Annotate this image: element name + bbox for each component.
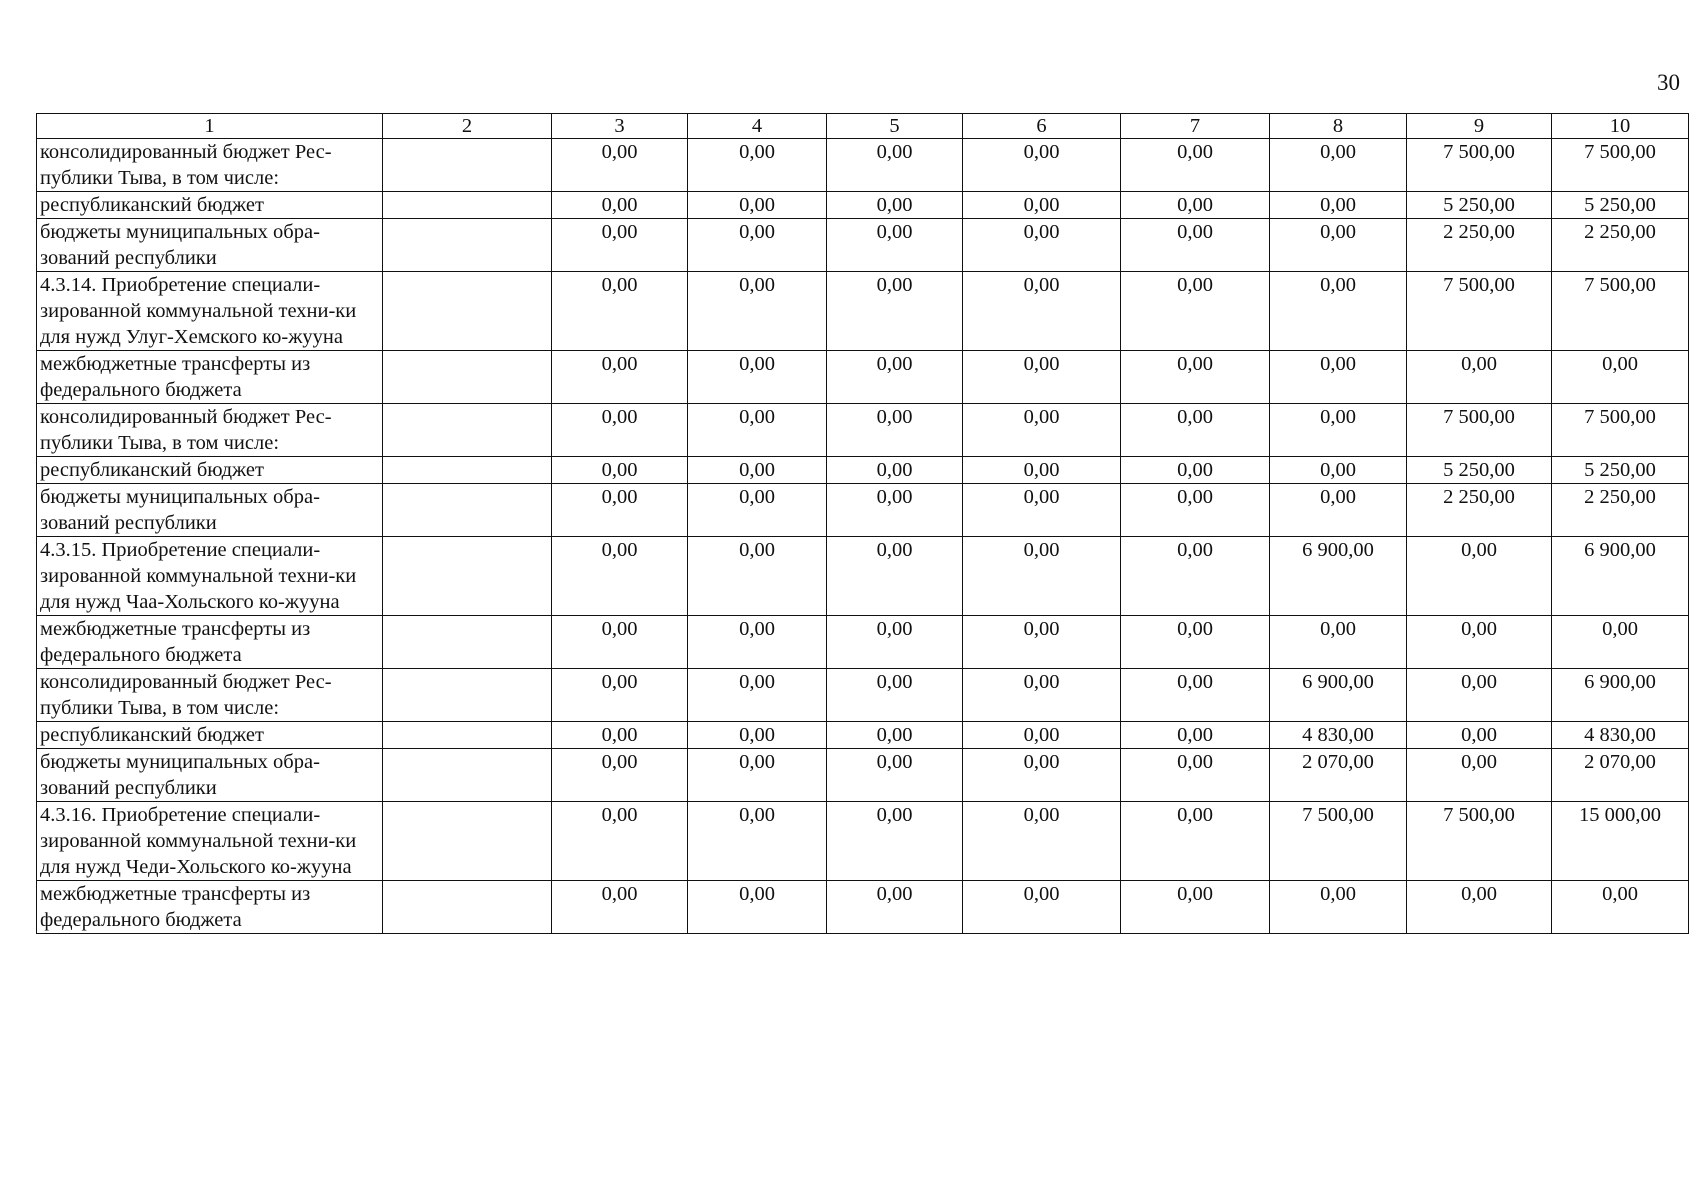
value-cell: 0,00 xyxy=(1552,616,1689,669)
row-label: консолидированный бюджет Рес-публики Тыва, в том числе: xyxy=(37,139,383,192)
value-cell: 2 250,00 xyxy=(1552,484,1689,537)
row-column-2 xyxy=(383,537,552,616)
value-cell: 0,00 xyxy=(552,351,688,404)
value-cell: 0,00 xyxy=(1121,537,1270,616)
row-column-2 xyxy=(383,404,552,457)
row-label: межбюджетные трансферты из федерального бюджета xyxy=(37,881,383,934)
row-column-2 xyxy=(383,669,552,722)
row-column-2 xyxy=(383,219,552,272)
value-cell: 0,00 xyxy=(963,616,1121,669)
value-cell: 2 250,00 xyxy=(1552,219,1689,272)
value-cell: 0,00 xyxy=(552,749,688,802)
value-cell: 0,00 xyxy=(552,537,688,616)
row-column-2 xyxy=(383,457,552,484)
value-cell: 0,00 xyxy=(552,616,688,669)
value-cell: 6 900,00 xyxy=(1552,537,1689,616)
row-label: республиканский бюджет xyxy=(37,192,383,219)
value-cell: 0,00 xyxy=(1121,802,1270,881)
value-cell: 4 830,00 xyxy=(1552,722,1689,749)
table-row xyxy=(37,749,1689,802)
value-cell: 0,00 xyxy=(688,139,827,192)
value-cell: 0,00 xyxy=(1270,272,1407,351)
value-cell: 0,00 xyxy=(552,404,688,457)
value-cell: 0,00 xyxy=(963,272,1121,351)
row-column-2 xyxy=(383,139,552,192)
row-label: межбюджетные трансферты из федерального бюджета xyxy=(37,351,383,404)
table-row xyxy=(37,722,1689,749)
row-column-2 xyxy=(383,802,552,881)
table-row xyxy=(37,457,1689,484)
value-cell: 0,00 xyxy=(1407,616,1552,669)
row-label: бюджеты муниципальных обра-зований республики xyxy=(37,484,383,537)
value-cell: 0,00 xyxy=(1121,139,1270,192)
value-cell: 0,00 xyxy=(827,351,963,404)
row-label: 4.3.16. Приобретение специали-зированной коммунальной техни-ки для нужд Чеди-Хольского ко-жууна xyxy=(37,802,383,881)
row-column-2 xyxy=(383,616,552,669)
value-cell: 2 250,00 xyxy=(1407,219,1552,272)
value-cell: 0,00 xyxy=(1121,669,1270,722)
value-cell: 0,00 xyxy=(688,722,827,749)
value-cell: 7 500,00 xyxy=(1407,139,1552,192)
value-cell: 0,00 xyxy=(827,802,963,881)
column-header: 5 xyxy=(827,114,963,139)
value-cell: 0,00 xyxy=(963,351,1121,404)
value-cell: 0,00 xyxy=(688,192,827,219)
column-header: 1 xyxy=(37,114,383,139)
value-cell: 0,00 xyxy=(1270,616,1407,669)
value-cell: 0,00 xyxy=(552,669,688,722)
row-column-2 xyxy=(383,351,552,404)
budget-table xyxy=(36,113,1689,934)
value-cell: 0,00 xyxy=(1270,351,1407,404)
value-cell: 0,00 xyxy=(963,669,1121,722)
row-label: республиканский бюджет xyxy=(37,457,383,484)
value-cell: 7 500,00 xyxy=(1552,272,1689,351)
column-header: 9 xyxy=(1407,114,1552,139)
value-cell: 0,00 xyxy=(963,749,1121,802)
value-cell: 0,00 xyxy=(827,537,963,616)
value-cell: 0,00 xyxy=(688,272,827,351)
row-label: межбюджетные трансферты из федерального бюджета xyxy=(37,616,383,669)
row-label: республиканский бюджет xyxy=(37,722,383,749)
value-cell: 0,00 xyxy=(1121,404,1270,457)
table-row xyxy=(37,669,1689,722)
value-cell: 0,00 xyxy=(827,749,963,802)
value-cell: 0,00 xyxy=(963,192,1121,219)
value-cell: 5 250,00 xyxy=(1552,192,1689,219)
value-cell: 5 250,00 xyxy=(1407,192,1552,219)
row-label: бюджеты муниципальных обра-зований республики xyxy=(37,219,383,272)
table-row xyxy=(37,802,1689,881)
value-cell: 0,00 xyxy=(827,404,963,457)
value-cell: 6 900,00 xyxy=(1270,669,1407,722)
value-cell: 0,00 xyxy=(827,139,963,192)
value-cell: 0,00 xyxy=(688,802,827,881)
value-cell: 0,00 xyxy=(827,484,963,537)
value-cell: 0,00 xyxy=(688,669,827,722)
value-cell: 7 500,00 xyxy=(1270,802,1407,881)
value-cell: 0,00 xyxy=(1407,537,1552,616)
value-cell: 6 900,00 xyxy=(1552,669,1689,722)
row-column-2 xyxy=(383,749,552,802)
row-column-2 xyxy=(383,881,552,934)
value-cell: 0,00 xyxy=(963,722,1121,749)
table-row xyxy=(37,139,1689,192)
value-cell: 6 900,00 xyxy=(1270,537,1407,616)
value-cell: 0,00 xyxy=(1121,272,1270,351)
row-label: 4.3.15. Приобретение специали-зированной коммунальной техни-ки для нужд Чаа-Хольского ко-жууна xyxy=(37,537,383,616)
value-cell: 0,00 xyxy=(963,139,1121,192)
row-column-2 xyxy=(383,722,552,749)
value-cell: 0,00 xyxy=(688,457,827,484)
value-cell: 0,00 xyxy=(963,219,1121,272)
value-cell: 0,00 xyxy=(827,219,963,272)
table-row xyxy=(37,192,1689,219)
table-row xyxy=(37,537,1689,616)
value-cell: 0,00 xyxy=(1121,219,1270,272)
value-cell: 0,00 xyxy=(552,192,688,219)
value-cell: 0,00 xyxy=(963,484,1121,537)
value-cell: 0,00 xyxy=(552,722,688,749)
value-cell: 2 070,00 xyxy=(1552,749,1689,802)
value-cell: 0,00 xyxy=(688,404,827,457)
value-cell: 0,00 xyxy=(688,484,827,537)
row-column-2 xyxy=(383,192,552,219)
value-cell: 0,00 xyxy=(688,749,827,802)
value-cell: 7 500,00 xyxy=(1552,404,1689,457)
value-cell: 0,00 xyxy=(827,881,963,934)
table-row xyxy=(37,484,1689,537)
value-cell: 2 070,00 xyxy=(1270,749,1407,802)
value-cell: 0,00 xyxy=(1121,616,1270,669)
value-cell: 2 250,00 xyxy=(1407,484,1552,537)
value-cell: 0,00 xyxy=(963,457,1121,484)
column-header: 3 xyxy=(552,114,688,139)
column-header: 7 xyxy=(1121,114,1270,139)
value-cell: 0,00 xyxy=(1407,351,1552,404)
row-label: бюджеты муниципальных обра-зований республики xyxy=(37,749,383,802)
page-number: 30 xyxy=(1657,70,1680,95)
row-label: консолидированный бюджет Рес-публики Тыва, в том числе: xyxy=(37,669,383,722)
value-cell: 0,00 xyxy=(963,537,1121,616)
table-body xyxy=(37,139,1689,934)
value-cell: 0,00 xyxy=(552,139,688,192)
table-row xyxy=(37,272,1689,351)
value-cell: 0,00 xyxy=(1270,457,1407,484)
value-cell: 0,00 xyxy=(1121,722,1270,749)
row-column-2 xyxy=(383,272,552,351)
value-cell: 0,00 xyxy=(1407,749,1552,802)
table-row xyxy=(37,351,1689,404)
value-cell: 0,00 xyxy=(1270,219,1407,272)
value-cell: 0,00 xyxy=(1552,881,1689,934)
column-header: 6 xyxy=(963,114,1121,139)
value-cell: 0,00 xyxy=(827,272,963,351)
value-cell: 0,00 xyxy=(1270,139,1407,192)
value-cell: 0,00 xyxy=(688,351,827,404)
column-header: 2 xyxy=(383,114,552,139)
value-cell: 0,00 xyxy=(552,457,688,484)
table-row xyxy=(37,881,1689,934)
value-cell: 0,00 xyxy=(963,802,1121,881)
value-cell: 0,00 xyxy=(963,881,1121,934)
value-cell: 0,00 xyxy=(1270,484,1407,537)
table-header-row xyxy=(37,114,1689,139)
value-cell: 0,00 xyxy=(552,272,688,351)
value-cell: 0,00 xyxy=(1121,749,1270,802)
value-cell: 0,00 xyxy=(827,669,963,722)
value-cell: 0,00 xyxy=(1407,881,1552,934)
value-cell: 0,00 xyxy=(1270,881,1407,934)
value-cell: 0,00 xyxy=(1270,404,1407,457)
value-cell: 5 250,00 xyxy=(1552,457,1689,484)
value-cell: 7 500,00 xyxy=(1552,139,1689,192)
row-label: консолидированный бюджет Рес-публики Тыва, в том числе: xyxy=(37,404,383,457)
value-cell: 0,00 xyxy=(552,881,688,934)
value-cell: 15 000,00 xyxy=(1552,802,1689,881)
value-cell: 7 500,00 xyxy=(1407,404,1552,457)
value-cell: 0,00 xyxy=(688,881,827,934)
column-header: 10 xyxy=(1552,114,1689,139)
value-cell: 0,00 xyxy=(552,802,688,881)
value-cell: 0,00 xyxy=(688,616,827,669)
value-cell: 0,00 xyxy=(1121,351,1270,404)
column-header: 4 xyxy=(688,114,827,139)
value-cell: 0,00 xyxy=(1407,722,1552,749)
table-row xyxy=(37,404,1689,457)
value-cell: 4 830,00 xyxy=(1270,722,1407,749)
value-cell: 0,00 xyxy=(552,219,688,272)
value-cell: 7 500,00 xyxy=(1407,272,1552,351)
table-row xyxy=(37,219,1689,272)
row-column-2 xyxy=(383,484,552,537)
value-cell: 0,00 xyxy=(963,404,1121,457)
value-cell: 0,00 xyxy=(1121,192,1270,219)
value-cell: 5 250,00 xyxy=(1407,457,1552,484)
row-label: 4.3.14. Приобретение специали-зированной коммунальной техни-ки для нужд Улуг-Хемского ко-жууна xyxy=(37,272,383,351)
value-cell: 0,00 xyxy=(827,192,963,219)
value-cell: 0,00 xyxy=(1121,484,1270,537)
value-cell: 7 500,00 xyxy=(1407,802,1552,881)
value-cell: 0,00 xyxy=(688,537,827,616)
table-row xyxy=(37,616,1689,669)
value-cell: 0,00 xyxy=(1121,457,1270,484)
value-cell: 0,00 xyxy=(1552,351,1689,404)
value-cell: 0,00 xyxy=(827,457,963,484)
column-header: 8 xyxy=(1270,114,1407,139)
value-cell: 0,00 xyxy=(1407,669,1552,722)
value-cell: 0,00 xyxy=(827,722,963,749)
value-cell: 0,00 xyxy=(827,616,963,669)
value-cell: 0,00 xyxy=(1270,192,1407,219)
value-cell: 0,00 xyxy=(688,219,827,272)
value-cell: 0,00 xyxy=(552,484,688,537)
value-cell: 0,00 xyxy=(1121,881,1270,934)
